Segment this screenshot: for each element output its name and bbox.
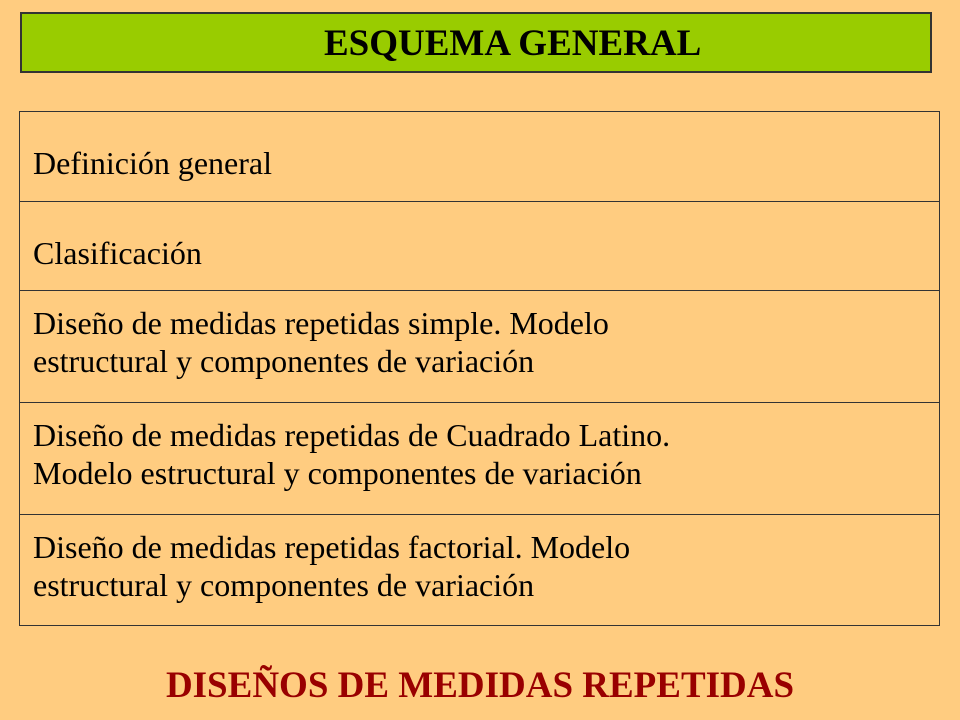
outline-row-definicion [20, 112, 939, 201]
footer-title: DISEÑOS DE MEDIDAS REPETIDAS [165, 665, 795, 706]
outline-row-text: Clasificación [33, 235, 202, 271]
outline-row-diseno-cuadrado-latino [20, 402, 939, 514]
title-banner [20, 12, 932, 73]
outline-table [19, 111, 940, 626]
outline-row-diseno-factorial [20, 514, 939, 625]
outline-row-text-line2: estructural y componentes de variación [33, 567, 535, 603]
outline-row-diseno-simple [20, 290, 939, 402]
outline-row-text-line1: Diseño de medidas repetidas simple. Modelo [33, 305, 609, 341]
outline-row-text-line1: Diseño de medidas repetidas de Cuadrado Latino. [33, 417, 671, 453]
outline-row-text-line2: Modelo estructural y componentes de variación [33, 455, 642, 491]
outline-row-text: Definición general [33, 145, 272, 181]
page-title: ESQUEMA GENERAL [324, 23, 702, 64]
outline-row-text-line1: Diseño de medidas repetidas factorial. Modelo [33, 529, 631, 565]
outline-row-text-line2: estructural y componentes de variación [33, 343, 535, 379]
outline-row-clasificacion [20, 201, 939, 290]
